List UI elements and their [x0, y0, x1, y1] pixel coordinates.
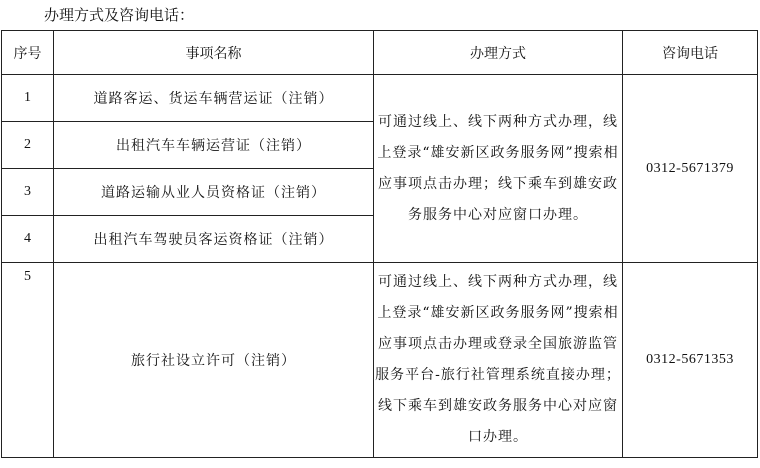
phone-cell: 0312-5671379 [623, 75, 758, 263]
phone-cell: 0312-5671353 [623, 263, 758, 458]
item-name [54, 216, 374, 263]
item-name-text: 旅行社设立许可（注销） [131, 353, 296, 369]
column-header-method: 办理方式 [374, 31, 623, 75]
table-header-row [2, 31, 758, 75]
item-name-text: 道路客运、货运车辆营运证（注销） [93, 91, 334, 107]
row-number: 2 [2, 122, 54, 169]
row-number: 3 [2, 169, 54, 216]
service-table [1, 30, 758, 458]
section-heading: 办理方式及咨询电话： [44, 6, 195, 24]
item-name-text: 出租汽车驾驶员客运资格证（注销） [93, 232, 334, 248]
column-header-phone: 咨询电话 [623, 31, 758, 75]
table-row [2, 75, 758, 122]
item-name [54, 263, 374, 458]
item-name-text: 道路运输从业人员资格证（注销） [101, 185, 326, 201]
item-name [54, 122, 374, 169]
item-name [54, 169, 374, 216]
column-header-no: 序号 [2, 31, 54, 75]
item-name [54, 75, 374, 122]
table-row [2, 263, 758, 458]
row-number: 5 [2, 263, 54, 458]
method-cell: 可通过线上、线下两种方式办理，线上登录“雄安新区政务服务网”搜索相应事项点击办理；线下乘车到雄安政务服务中心对应窗口办理。 [374, 75, 623, 263]
item-name-text: 出租汽车车辆运营证（注销） [116, 138, 311, 154]
row-number: 4 [2, 216, 54, 263]
method-cell: 可通过线上、线下两种方式办理，线上登录“雄安新区政务服务网”搜索相应事项点击办理或登录全国旅游监管服务平台-旅行社管理系统直接办理；线下乘车到雄安政务服务中心对应窗口办理。 [374, 263, 623, 458]
row-number: 1 [2, 75, 54, 122]
column-header-item: 事项名称 [54, 31, 374, 75]
